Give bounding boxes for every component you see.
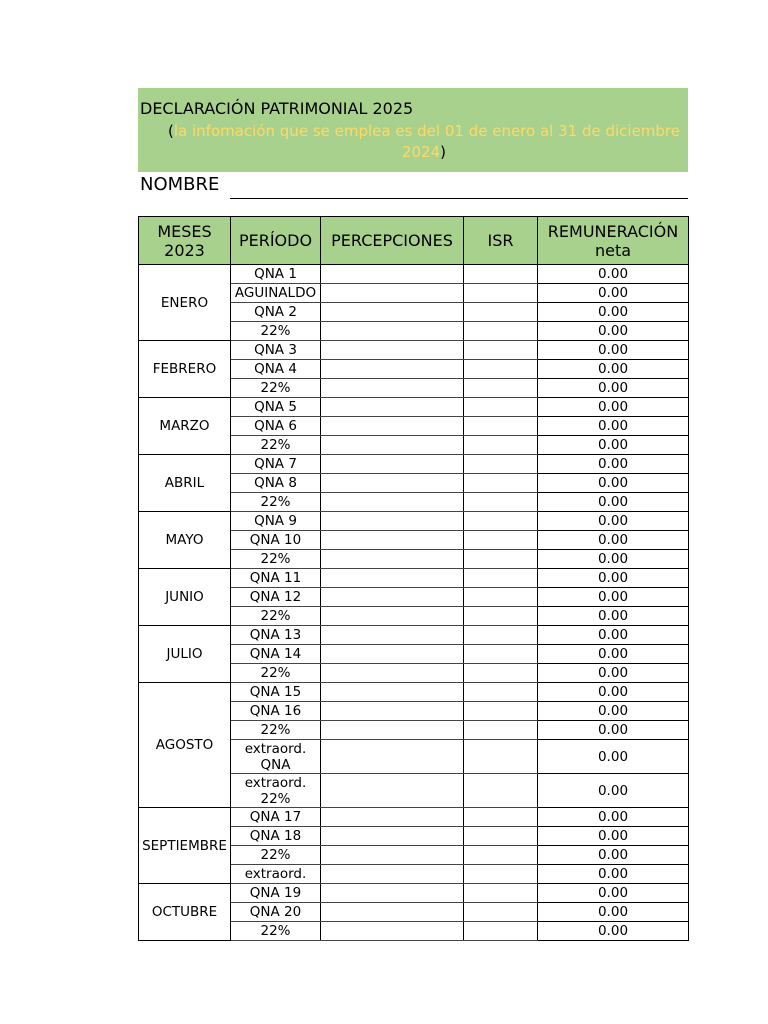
isr-input-cell[interactable] [464,683,538,702]
period-cell: QNA 7 [231,455,321,474]
subtitle-open-paren: ( [168,122,174,140]
month-cell: MAYO [139,512,231,569]
net-pay-cell: 0.00 [538,322,689,341]
month-cell: SEPTIEMBRE [139,808,231,884]
income-input-cell[interactable] [321,284,464,303]
isr-input-cell[interactable] [464,512,538,531]
table-row [139,808,689,827]
isr-input-cell[interactable] [464,645,538,664]
net-pay-cell: 0.00 [538,360,689,379]
isr-input-cell[interactable] [464,398,538,417]
net-pay-cell: 0.00 [538,774,689,808]
isr-input-cell[interactable] [464,265,538,284]
income-input-cell[interactable] [321,774,464,808]
month-cell: JULIO [139,626,231,683]
net-pay-cell: 0.00 [538,846,689,865]
table-row [139,569,689,588]
isr-input-cell[interactable] [464,303,538,322]
subtitle-close-paren: ) [440,143,447,161]
income-input-cell[interactable] [321,550,464,569]
month-cell: JUNIO [139,569,231,626]
period-cell: QNA 6 [231,417,321,436]
income-input-cell[interactable] [321,645,464,664]
net-pay-cell: 0.00 [538,303,689,322]
income-input-cell[interactable] [321,922,464,941]
net-pay-cell: 0.00 [538,827,689,846]
net-pay-cell: 0.00 [538,922,689,941]
table-body [139,265,689,941]
net-pay-cell: 0.00 [538,341,689,360]
month-cell: OCTUBRE [139,884,231,941]
net-pay-cell: 0.00 [538,740,689,774]
period-cell: extraord. 22% [231,774,321,808]
isr-input-cell[interactable] [464,922,538,941]
period-cell: QNA 8 [231,474,321,493]
table-row [139,455,689,474]
isr-input-cell[interactable] [464,417,538,436]
income-input-cell[interactable] [321,474,464,493]
isr-input-cell[interactable] [464,322,538,341]
net-pay-cell: 0.00 [538,284,689,303]
income-input-cell[interactable] [321,827,464,846]
period-cell: QNA 13 [231,626,321,645]
isr-input-cell[interactable] [464,774,538,808]
income-input-cell[interactable] [321,808,464,827]
period-cell: QNA 4 [231,360,321,379]
isr-input-cell[interactable] [464,626,538,645]
isr-input-cell[interactable] [464,531,538,550]
isr-input-cell[interactable] [464,702,538,721]
isr-input-cell[interactable] [464,436,538,455]
income-input-cell[interactable] [321,626,464,645]
income-input-cell[interactable] [321,683,464,702]
name-field-line[interactable] [230,198,688,199]
col-header-months: MESES 2023 [139,217,231,265]
income-input-cell[interactable] [321,455,464,474]
income-input-cell[interactable] [321,265,464,284]
month-cell: FEBRERO [139,341,231,398]
isr-input-cell[interactable] [464,379,538,398]
isr-input-cell[interactable] [464,360,538,379]
isr-input-cell[interactable] [464,284,538,303]
period-cell: 22% [231,322,321,341]
period-cell: QNA 1 [231,265,321,284]
isr-input-cell[interactable] [464,607,538,626]
isr-input-cell[interactable] [464,846,538,865]
name-label: NOMBRE [140,174,220,195]
income-input-cell[interactable] [321,884,464,903]
income-input-cell[interactable] [321,493,464,512]
period-cell: 22% [231,922,321,941]
net-pay-cell: 0.00 [538,569,689,588]
subtitle-text: la infomación que se emplea es del 01 de enero al 31 de diciembre 2024 [173,122,680,161]
month-cell: ENERO [139,265,231,341]
income-input-cell[interactable] [321,846,464,865]
isr-input-cell[interactable] [464,664,538,683]
net-pay-cell: 0.00 [538,493,689,512]
isr-input-cell[interactable] [464,721,538,740]
col-header-income: PERCEPCIONES [321,217,464,265]
table-row [139,265,689,284]
income-input-cell[interactable] [321,436,464,455]
net-pay-cell: 0.00 [538,702,689,721]
period-cell: QNA 9 [231,512,321,531]
period-cell: QNA 2 [231,303,321,322]
net-pay-cell: 0.00 [538,626,689,645]
isr-input-cell[interactable] [464,588,538,607]
income-input-cell[interactable] [321,664,464,683]
isr-input-cell[interactable] [464,341,538,360]
period-cell: QNA 10 [231,531,321,550]
net-pay-cell: 0.00 [538,884,689,903]
col-header-isr: ISR [464,217,538,265]
period-cell: 22% [231,721,321,740]
income-input-cell[interactable] [321,398,464,417]
net-pay-cell: 0.00 [538,683,689,702]
period-cell: extraord. [231,865,321,884]
income-input-cell[interactable] [321,607,464,626]
isr-input-cell[interactable] [464,903,538,922]
net-pay-cell: 0.00 [538,588,689,607]
income-input-cell[interactable] [321,865,464,884]
isr-input-cell[interactable] [464,569,538,588]
table-row [139,626,689,645]
period-cell: QNA 17 [231,808,321,827]
net-pay-cell: 0.00 [538,721,689,740]
income-input-cell[interactable] [321,569,464,588]
col-header-period: PERÍODO [231,217,321,265]
period-cell: QNA 12 [231,588,321,607]
net-pay-cell: 0.00 [538,664,689,683]
income-input-cell[interactable] [321,341,464,360]
period-cell: extraord. QNA [231,740,321,774]
period-cell: 22% [231,846,321,865]
month-cell: ABRIL [139,455,231,512]
col-header-net-pay: REMUNERACIÓN neta [538,217,689,265]
table-row [139,512,689,531]
income-input-cell[interactable] [321,903,464,922]
income-input-cell[interactable] [321,417,464,436]
period-cell: QNA 14 [231,645,321,664]
income-input-cell[interactable] [321,702,464,721]
period-cell: QNA 5 [231,398,321,417]
period-cell: 22% [231,550,321,569]
net-pay-cell: 0.00 [538,379,689,398]
period-cell: 22% [231,607,321,626]
period-cell: 22% [231,379,321,398]
net-pay-cell: 0.00 [538,550,689,569]
income-input-cell[interactable] [321,512,464,531]
net-pay-cell: 0.00 [538,808,689,827]
income-input-cell[interactable] [321,360,464,379]
net-pay-cell: 0.00 [538,531,689,550]
income-table [138,216,689,941]
isr-input-cell[interactable] [464,550,538,569]
net-pay-cell: 0.00 [538,512,689,531]
isr-input-cell[interactable] [464,808,538,827]
income-input-cell[interactable] [321,531,464,550]
net-pay-cell: 0.00 [538,436,689,455]
net-pay-cell: 0.00 [538,607,689,626]
income-input-cell[interactable] [321,740,464,774]
isr-input-cell[interactable] [464,827,538,846]
page-subtitle [160,121,688,163]
isr-input-cell[interactable] [464,740,538,774]
period-cell: 22% [231,436,321,455]
table-header-row [139,217,689,265]
isr-input-cell[interactable] [464,455,538,474]
isr-input-cell[interactable] [464,884,538,903]
period-cell: 22% [231,493,321,512]
net-pay-cell: 0.00 [538,398,689,417]
table-row [139,398,689,417]
table-row [139,683,689,702]
net-pay-cell: 0.00 [538,474,689,493]
income-input-cell[interactable] [321,721,464,740]
net-pay-cell: 0.00 [538,645,689,664]
isr-input-cell[interactable] [464,865,538,884]
page-title: DECLARACIÓN PATRIMONIAL 2025 [140,99,414,118]
net-pay-cell: 0.00 [538,455,689,474]
period-cell: AGUINALDO [231,284,321,303]
net-pay-cell: 0.00 [538,903,689,922]
month-cell: AGOSTO [139,683,231,808]
period-cell: QNA 20 [231,903,321,922]
period-cell: QNA 16 [231,702,321,721]
isr-input-cell[interactable] [464,474,538,493]
period-cell: QNA 19 [231,884,321,903]
net-pay-cell: 0.00 [538,417,689,436]
period-cell: QNA 18 [231,827,321,846]
net-pay-cell: 0.00 [538,865,689,884]
table-row [139,884,689,903]
net-pay-cell: 0.00 [538,265,689,284]
period-cell: QNA 11 [231,569,321,588]
period-cell: QNA 3 [231,341,321,360]
income-input-cell[interactable] [321,322,464,341]
income-input-cell[interactable] [321,303,464,322]
income-input-cell[interactable] [321,588,464,607]
month-cell: MARZO [139,398,231,455]
income-input-cell[interactable] [321,379,464,398]
period-cell: QNA 15 [231,683,321,702]
table-row [139,341,689,360]
period-cell: 22% [231,664,321,683]
isr-input-cell[interactable] [464,493,538,512]
